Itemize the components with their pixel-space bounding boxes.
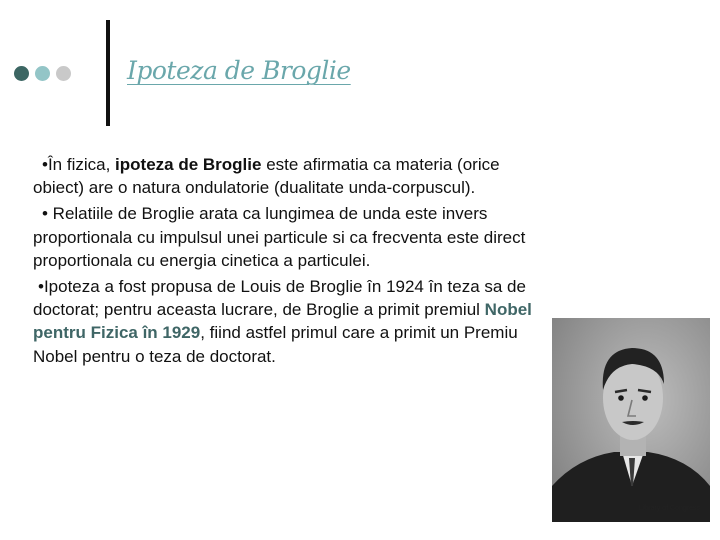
slide-title: Ipoteza de Broglie (127, 56, 351, 85)
paragraph-hypothesis (33, 153, 548, 199)
paragraph-relations (33, 202, 548, 272)
paragraph-text: , fiind astfel primul care a primit un Premiu Nobel pentru o teza de doctorat. (33, 323, 518, 366)
portrait-photo (552, 318, 710, 522)
dot-light (35, 66, 50, 81)
slide-body (33, 153, 548, 371)
bullet: • (42, 204, 48, 224)
bullet: • (42, 155, 48, 174)
paragraph-text: este afirmatia ca materia (orice obiect) are o natura ondulatorie (dualitate unda-corpuscul). (33, 155, 500, 198)
paragraph-text: Relatiile de Broglie arata ca lungimea de unda este invers proportionala cu impulsul unei particule si ca frecventa este direct proportionala cu energia cinetica a particulei. (33, 204, 526, 270)
photo-caption: Library of Congress (638, 505, 700, 512)
paragraph-text: Ipoteza a fost propusa de Louis de Broglie în 1924 în teza sa de doctorat; pentru aceasta lucrare, de Broglie a primit premiul (33, 277, 526, 320)
title-divider (106, 20, 110, 126)
dot-gray (56, 66, 71, 81)
portrait-illustration (552, 318, 710, 522)
paragraph-text: În fizica, (47, 155, 116, 174)
decorative-dots (14, 66, 71, 81)
paragraph-history (33, 275, 548, 368)
bold-term: ipoteza de Broglie (115, 155, 262, 174)
bullet: • (38, 277, 44, 297)
dot-dark (14, 66, 29, 81)
nobel-prize-link[interactable]: Nobel pentru Fizica în 1929 (33, 300, 532, 343)
